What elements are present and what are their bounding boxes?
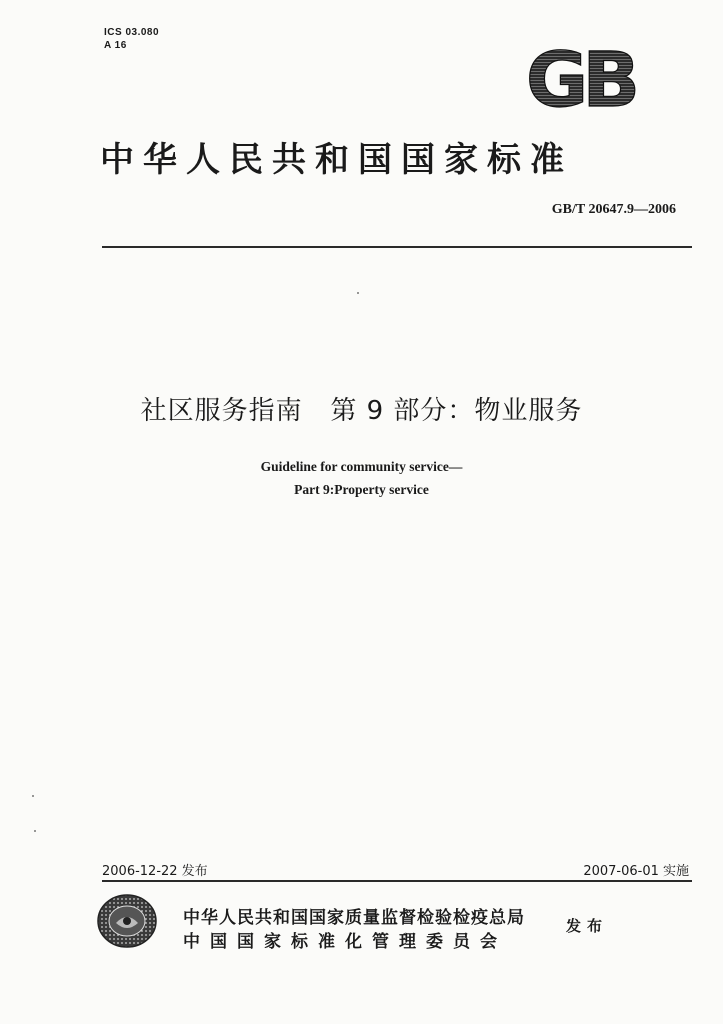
standard-number: GB/T 20647.9—2006 (551, 202, 676, 217)
implementation-date: 2007-06-01 实施 (583, 864, 689, 879)
header-divider (102, 246, 692, 248)
issuer-sac: 中国国家标准化管理委员会 (183, 932, 507, 952)
publish-label: 发布 (566, 917, 609, 935)
footer-divider (102, 880, 692, 882)
scan-speck (32, 795, 34, 797)
issue-date: 2006-12-22 发布 (102, 864, 208, 879)
document-title-cn: 社区服务指南 第 9 部分：物业服务 (140, 396, 583, 426)
title-en-line-2: Part 9:Property service (294, 482, 429, 497)
classification-codes (104, 26, 159, 52)
title-en-line-1: Guideline for community service— (260, 459, 463, 474)
issuer-emblem-icon (96, 893, 158, 949)
ics-code: ICS 03.080 (104, 27, 160, 38)
issuer-aqsiq: 中华人民共和国国家质量监督检验检疫总局 (183, 908, 525, 928)
standard-category-title: 中华人民共和国国家标准 (100, 140, 573, 180)
scan-speck (34, 830, 36, 832)
ccs-code: A 16 (104, 40, 127, 51)
document-title-en (0, 455, 723, 501)
scan-speck (357, 292, 359, 294)
svg-text:GB: GB (525, 40, 635, 116)
gb-logo (510, 40, 650, 116)
